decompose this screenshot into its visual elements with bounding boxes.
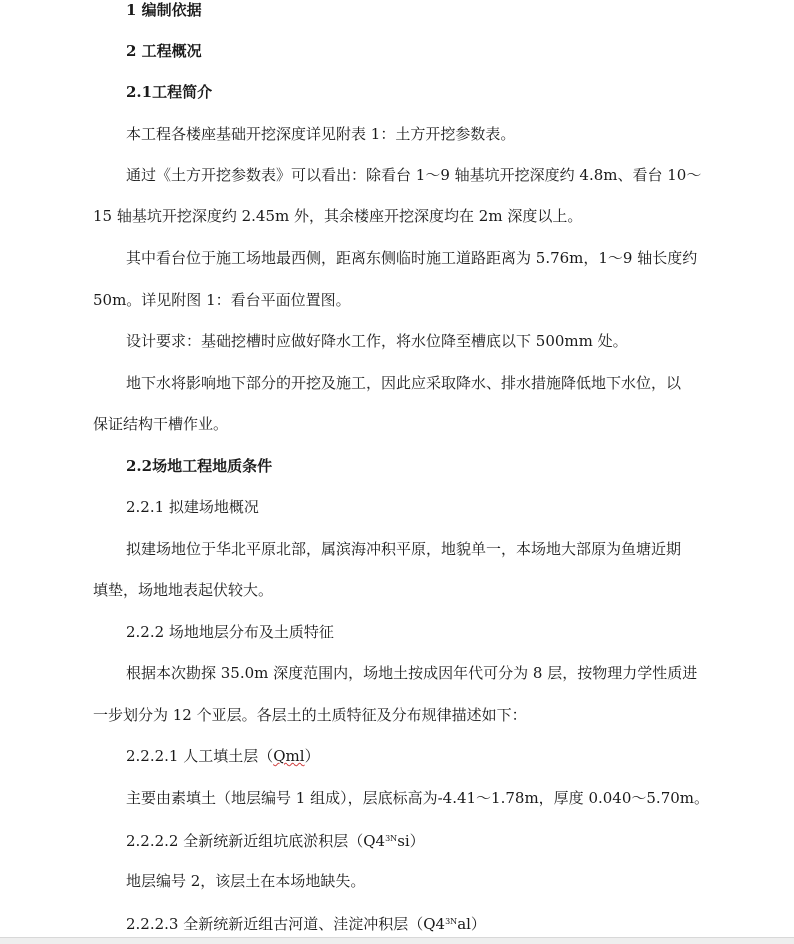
heading-2-2-2-1-suffix: ）: [304, 747, 320, 765]
spellcheck-flag-qml[interactable]: Qml: [273, 747, 305, 765]
paragraph-5-line-1: 地下水将影响地下部分的开挖及施工，因此应采取降水、排水措施降低地下水位，以: [126, 374, 682, 392]
heading-2-1: 2.1工程简介: [126, 83, 213, 101]
heading-2-2-2-2-suffix: si）: [397, 832, 425, 850]
heading-2-2-1: 2.2.1 拟建场地概况: [126, 498, 259, 516]
paragraph-3-line-1: 其中看台位于施工场地最西侧，距离东侧临时施工道路距离为 5.76m，1～9 轴长度约: [126, 249, 698, 267]
heading-2-2-2-3-superscript: 3N: [445, 917, 458, 926]
paragraph-3-line-2: 50m。详见附图 1：看台平面位置图。: [93, 291, 351, 309]
heading-2-2-2-3-prefix: 2.2.2.3 全新统新近组古河道、洼淀冲积层（Q4: [126, 915, 446, 933]
heading-2-2-2-2-superscript: 3N: [385, 834, 398, 843]
paragraph-6-line-1: 拟建场地位于华北平原北部，属滨海冲积平原，地貌单一，本场地大部原为鱼塘近期: [126, 540, 682, 558]
paragraph-2-line-2: 15 轴基坑开挖深度约 2.45m 外，其余楼座开挖深度均在 2m 深度以上。: [93, 207, 583, 225]
heading-2-2-2-1-prefix: 2.2.2.1 人工填土层（: [126, 747, 274, 765]
heading-1: 1 编制依据: [126, 1, 202, 19]
paragraph-4: 设计要求：基础挖槽时应做好降水工作，将水位降至槽底以下 500mm 处。: [126, 332, 628, 350]
paragraph-7-line-2: 一步划分为 12 个亚层。各层土的土质特征及分布规律描述如下：: [93, 706, 527, 724]
heading-2-2-2-3-suffix: al）: [457, 915, 486, 933]
heading-2-2-2-1: [126, 746, 320, 766]
paragraph-1: 本工程各楼座基础开挖深度详见附表 1：土方开挖参数表。: [126, 125, 516, 143]
paragraph-8: 主要由素填土（地层编号 1 组成），层底标高为-4.41～1.78m，厚度 0.040～5.70m。: [126, 789, 710, 807]
heading-2-2-2-2-prefix: 2.2.2.2 全新统新近组坑底淤积层（Q4: [126, 832, 386, 850]
heading-2-2-2: 2.2.2 场地地层分布及土质特征: [126, 623, 334, 641]
paragraph-9: 地层编号 2，该层土在本场地缺失。: [126, 872, 366, 890]
heading-2-2-2-3: [126, 912, 486, 934]
paragraph-2-line-1: 通过《土方开挖参数表》可以看出：除看台 1～9 轴基坑开挖深度约 4.8m、看台 10～: [126, 166, 702, 184]
heading-2: 2 工程概况: [126, 42, 202, 60]
heading-2-2: 2.2场地工程地质条件: [126, 457, 273, 475]
paragraph-5-line-2: 保证结构干槽作业。: [93, 415, 229, 433]
paragraph-7-line-1: 根据本次勘探 35.0m 深度范围内，场地土按成因年代可分为 8 层，按物理力学性质进: [126, 664, 698, 682]
heading-2-2-2-2: [126, 829, 425, 851]
paragraph-6-line-2: 填垫，场地地表起伏较大。: [93, 581, 274, 599]
